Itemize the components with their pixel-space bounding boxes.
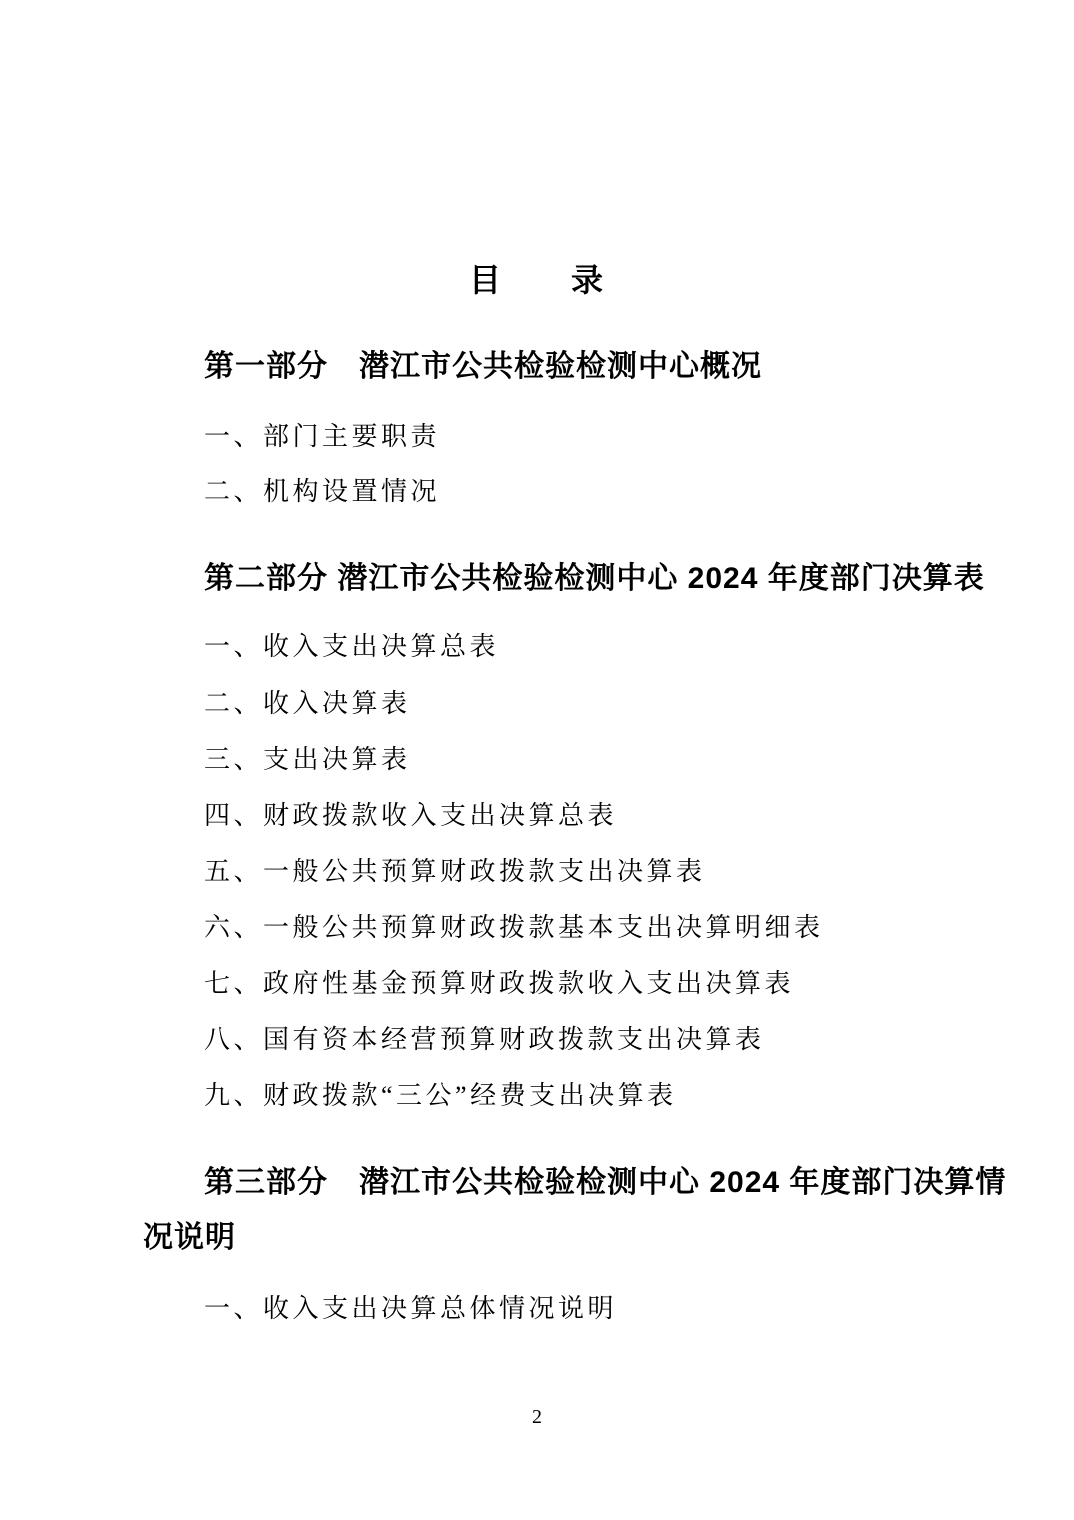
section-heading-part1: 第一部分 潜江市公共检验检测中心概况 bbox=[204, 350, 762, 383]
toc-entry: 四、财政拨款收入支出决算总表 bbox=[204, 801, 618, 830]
section-heading-part2: 第二部分 潜江市公共检验检测中心 2024 年度部门决算表 bbox=[204, 562, 985, 595]
section-heading-part3-line2: 况说明 bbox=[143, 1221, 236, 1254]
toc-entry: 五、一般公共预算财政拨款支出决算表 bbox=[204, 857, 706, 886]
toc-entry: 一、收入支出决算总表 bbox=[204, 632, 500, 661]
toc-entry: 九、财政拨款“三公”经费支出决算表 bbox=[204, 1081, 677, 1110]
toc-title: 目 录 bbox=[468, 262, 605, 298]
section-heading-part3-line1: 第三部分 潜江市公共检验检测中心 2024 年度部门决算情 bbox=[204, 1166, 1007, 1199]
toc-entry: 七、政府性基金预算财政拨款收入支出决算表 bbox=[204, 969, 795, 998]
page-number: 2 bbox=[532, 1406, 542, 1428]
toc-entry: 二、收入决算表 bbox=[204, 689, 411, 718]
toc-entry: 一、收入支出决算总体情况说明 bbox=[204, 1294, 618, 1323]
toc-entry: 八、国有资本经营预算财政拨款支出决算表 bbox=[204, 1025, 765, 1054]
toc-entry: 二、机构设置情况 bbox=[204, 477, 441, 506]
toc-entry: 一、部门主要职责 bbox=[204, 422, 441, 451]
toc-entry: 六、一般公共预算财政拨款基本支出决算明细表 bbox=[204, 913, 824, 942]
toc-entry: 三、支出决算表 bbox=[204, 745, 411, 774]
